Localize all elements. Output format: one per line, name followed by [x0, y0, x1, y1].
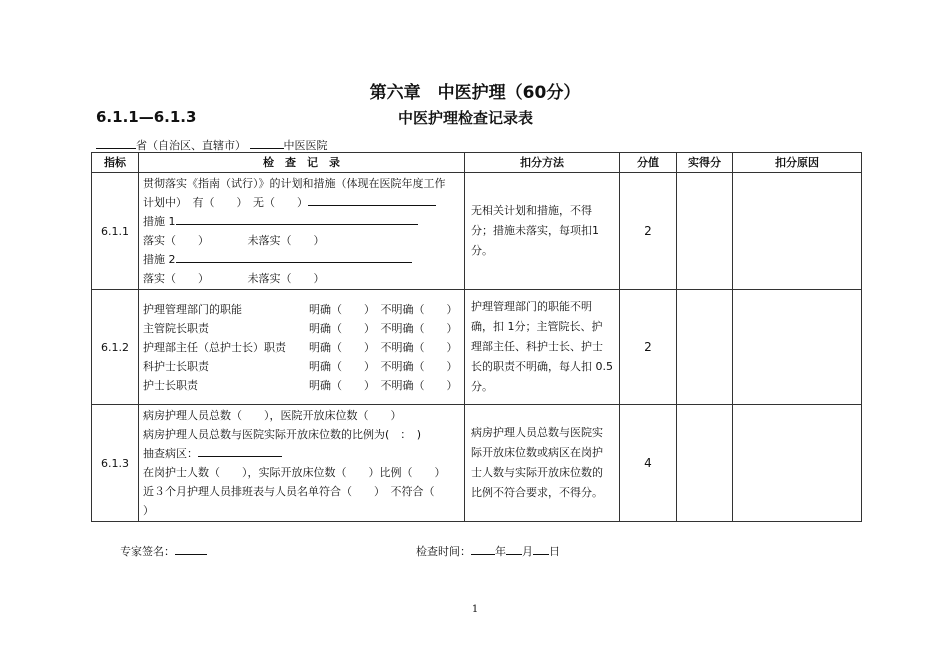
actual-score-cell[interactable] — [677, 290, 733, 405]
underline — [308, 193, 436, 206]
record-line: 贯彻落实《指南（试行）》的计划和措施（体现在医院年度工作 — [143, 177, 446, 190]
actual-score-cell[interactable] — [677, 405, 733, 522]
check-time — [416, 543, 560, 559]
expert-signature — [120, 543, 207, 559]
header-deduction-reason: 扣分原因 — [733, 153, 862, 173]
table-row — [92, 290, 862, 405]
record-line — [143, 193, 460, 212]
score-value: 2 — [620, 173, 677, 290]
record-line: 护理部主任（总护士长）职责 明确（ ） 不明确（ ） — [143, 340, 458, 354]
chapter-title: 第六章 中医护理（60分） — [369, 83, 581, 103]
record-cell — [139, 173, 465, 290]
table-row — [92, 405, 862, 522]
measure-2-blank[interactable] — [176, 250, 412, 263]
record-line[interactable]: 落实（ ） 未落实（ ） — [143, 234, 325, 247]
header-deduction-method: 扣分方法 — [465, 153, 620, 173]
hospital-suffix: 中医医院 — [283, 139, 328, 152]
month-label: 月 — [522, 545, 533, 558]
indicator-id: 6.1.1 — [92, 173, 139, 290]
province-label: 省（自治区、直辖市） — [136, 139, 246, 152]
header-record: 检 查 记 录 — [139, 153, 465, 173]
measure-1-blank[interactable] — [176, 212, 418, 225]
indicator-id: 6.1.3 — [92, 405, 139, 522]
header-score: 分值 — [620, 153, 677, 173]
record-line: 主管院长职责 明确（ ） 不明确（ ） — [143, 321, 458, 335]
day-blank[interactable] — [533, 543, 549, 555]
hospital-blank[interactable] — [250, 137, 284, 149]
record-line: 科护士长职责 明确（ ） 不明确（ ） — [143, 359, 458, 373]
deduction-method: 护理管理部门的职能不明确，扣 1分；主管院长、护理部主任、科护士长、护士长的职责不明确，每人扣 0.5分。 — [465, 290, 620, 405]
form-title: 中医护理检查记录表 — [398, 109, 534, 127]
score-value: 2 — [620, 290, 677, 405]
record-cell — [139, 290, 465, 405]
day-label: 日 — [549, 545, 560, 558]
province-blank[interactable] — [96, 137, 136, 149]
page-number: 1 — [471, 604, 479, 615]
record-line: 护理管理部门的职能 明确（ ） 不明确（ ） — [143, 302, 458, 316]
month-blank[interactable] — [506, 543, 522, 555]
year-label: 年 — [495, 545, 506, 558]
plan-option[interactable]: 计划中） 有（ ） 无（ ） — [143, 196, 308, 209]
record-cell — [139, 405, 465, 522]
table-row — [92, 173, 862, 290]
ward-blank[interactable] — [198, 444, 282, 457]
deduction-reason-cell[interactable] — [733, 173, 862, 290]
record-line[interactable]: 病房护理人员总数（ ），医院开放床位数（ ） — [143, 409, 402, 422]
table-header-row — [92, 153, 862, 173]
inspection-table — [91, 152, 862, 522]
deduction-method: 无相关计划和措施，不得分；措施未落实，每项扣1分。 — [465, 173, 620, 290]
record-line: ） — [143, 504, 154, 517]
section-code: 6.1.1—6.1.3 — [96, 108, 197, 126]
record-line — [143, 444, 460, 463]
header-actual-score: 实得分 — [677, 153, 733, 173]
deduction-reason-cell[interactable] — [733, 405, 862, 522]
deduction-reason-cell[interactable] — [733, 290, 862, 405]
deduction-method: 病房护理人员总数与医院实际开放床位数或病区在岗护士人数与实际开放床位数的比例不符合要求，不得分。 — [465, 405, 620, 522]
indicator-id: 6.1.2 — [92, 290, 139, 405]
expert-signature-blank[interactable] — [175, 543, 207, 555]
record-line: 护士长职责 明确（ ） 不明确（ ） — [143, 378, 458, 392]
record-line[interactable]: 在岗护士人数（ ），实际开放床位数（ ）比例（ ） — [143, 466, 446, 479]
record-line[interactable]: 病房护理人员总数与医院实际开放床位数的比例为( ： ) — [143, 428, 422, 441]
year-blank[interactable] — [471, 543, 495, 555]
measure-label: 措施 2 — [143, 253, 176, 266]
expert-signature-label: 专家签名： — [120, 545, 175, 558]
record-line[interactable]: 近３个月护理人员排班表与人员名单符合（ ） 不符合（ — [143, 485, 435, 498]
header-indicator: 指标 — [92, 153, 139, 173]
check-time-label: 检查时间： — [416, 545, 471, 558]
measure-label: 措施 1 — [143, 215, 176, 228]
province-line — [96, 137, 328, 153]
actual-score-cell[interactable] — [677, 173, 733, 290]
record-line — [143, 212, 460, 231]
score-value: 4 — [620, 405, 677, 522]
ward-label: 抽查病区： — [143, 447, 198, 460]
record-line[interactable]: 落实（ ） 未落实（ ） — [143, 272, 325, 285]
record-line — [143, 250, 460, 269]
